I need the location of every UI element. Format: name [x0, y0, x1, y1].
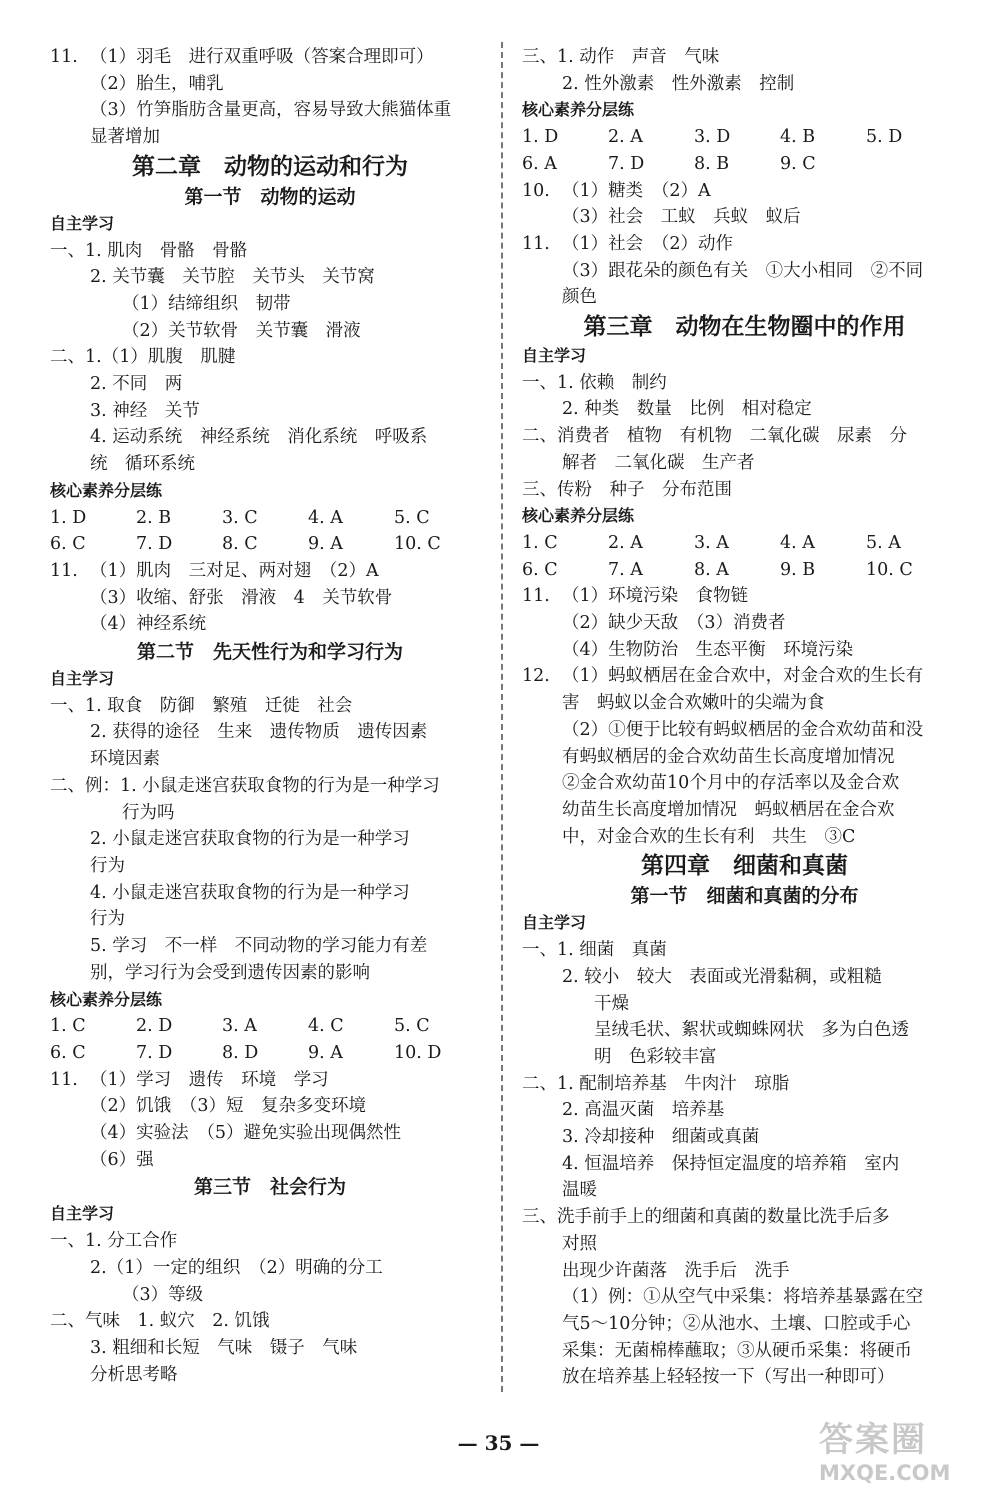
chapter-title: 第二章 动物的运动和行为 — [132, 152, 408, 180]
answer-row — [50, 531, 490, 558]
answer-choice: 3. C — [222, 507, 258, 528]
answer-choice: 9. C — [780, 153, 816, 174]
answer-choice: 9. A — [308, 534, 343, 555]
answer-line: 分析思考略 — [90, 1364, 178, 1385]
answer-line: 一、1. 依赖 制约 — [522, 372, 667, 393]
page-number: — 35 — — [457, 1431, 540, 1455]
watermark-logo — [819, 1412, 979, 1485]
subsection-heading: 自主学习 — [50, 669, 115, 689]
left-column — [50, 44, 490, 1388]
section-title: 第二节 先天性行为和学习行为 — [136, 641, 403, 664]
answer-line: 行为 — [90, 909, 125, 930]
answer-line: （2）关节软骨 关节囊 滑液 — [122, 320, 361, 341]
answer-choice: 6. C — [50, 534, 86, 555]
question-item — [522, 583, 967, 610]
answer-line: （6）强 — [90, 1149, 154, 1170]
answer-choice: 6. C — [50, 1042, 86, 1063]
answer-choice: 7. D — [136, 534, 173, 555]
answer-line: 4. 恒温培养 保持恒定温度的培养箱 室内 — [562, 1153, 900, 1174]
answer-line: （4）实验法 （5）避免实验出现偶然性 — [90, 1123, 402, 1144]
answer-row — [50, 1013, 490, 1040]
answer-choice: 9. A — [308, 1042, 343, 1063]
answer-line: 解者 二氧化碳 生产者 — [562, 452, 755, 473]
answer-line: 2. 关节囊 关节腔 关节头 关节窝 — [90, 267, 375, 288]
answer-line: 别，学习行为会受到遗传因素的影响 — [90, 962, 370, 983]
answer-choice: 5. C — [394, 507, 430, 528]
answer-line: 有蚂蚁栖居的金合欢幼苗生长高度增加情况 — [562, 746, 895, 767]
answer-line: （4）神经系统 — [90, 614, 207, 635]
answer-line: （2）饥饿 （3）短 复杂多变环境 — [90, 1096, 367, 1117]
answer-line: 2. 较小 较大 表面或光滑黏稠，或粗糙 — [562, 966, 882, 987]
answer-choice: 7. D — [136, 1042, 173, 1063]
answer-line: （3）收缩、舒张 滑液 4 关节软骨 — [90, 587, 393, 608]
answer-line: 三、洗手前手上的细菌和真菌的数量比洗手后多 — [522, 1207, 890, 1228]
answer-line: 2.（1）一定的组织 （2）明确的分工 — [90, 1257, 383, 1278]
answer-line: 2. 获得的途径 生来 遗传物质 遗传因素 — [90, 722, 428, 743]
answer-line: 行为吗 — [122, 802, 175, 823]
answer-line: 2. 高温灭菌 培养基 — [562, 1100, 725, 1121]
subsection-heading: 核心素养分层练 — [50, 480, 163, 500]
answer-choice: 9. B — [780, 559, 816, 580]
answer-line: （4）生物防治 生态平衡 环境污染 — [562, 639, 854, 660]
answer-line: 干燥 — [594, 993, 629, 1014]
section-title: 第三节 社会行为 — [193, 1176, 346, 1199]
column-divider — [501, 42, 503, 1392]
answer-choice: 2. A — [608, 127, 643, 148]
answer-choice: 8. A — [694, 559, 729, 580]
answer-choice: 1. D — [522, 127, 559, 148]
answer-row — [50, 505, 490, 532]
answer-row — [522, 124, 967, 151]
answer-line: （1）例：①从空气中采集：将培养基暴露在空 — [562, 1287, 924, 1308]
section-title: 第一节 动物的运动 — [184, 185, 356, 208]
answer-choice: 6. C — [522, 559, 558, 580]
answer-line: 2. 性外激素 性外激素 控制 — [562, 73, 795, 94]
answer-choice: 1. D — [50, 507, 87, 528]
answer-line: 中，对金合欢的生长有利 共生 ③C — [562, 826, 856, 847]
answer-line: 二、气味 1. 蚁穴 2. 饥饿 — [50, 1311, 270, 1332]
question-item — [50, 558, 490, 585]
answer-line: （1）结缔组织 韧带 — [122, 293, 291, 314]
question-number: 11. — [50, 1069, 78, 1090]
answer-line: 2. 种类 数量 比例 相对稳定 — [562, 399, 812, 420]
subsection-heading: 自主学习 — [522, 346, 587, 366]
subsection-heading: 核心素养分层练 — [522, 100, 635, 120]
answer-choice: 1. C — [50, 1016, 86, 1037]
answer-choice: 10. C — [866, 559, 913, 580]
subsection-heading: 核心素养分层练 — [50, 989, 163, 1009]
question-number: 12. — [522, 666, 550, 687]
answer-text: （1）糖类 （2）A — [562, 180, 711, 201]
answer-choice: 4. A — [780, 532, 815, 553]
answer-row — [522, 151, 967, 178]
answer-choice: 7. A — [608, 559, 643, 580]
answer-text: （1）蚂蚁栖居在金合欢中，对金合欢的生长有 — [562, 666, 924, 687]
answer-line: 统 循环系统 — [90, 454, 195, 475]
question-item — [522, 231, 967, 258]
answer-choice: 2. D — [136, 1016, 173, 1037]
answer-line: 温暖 — [562, 1180, 597, 1201]
answer-choice: 5. A — [866, 532, 901, 553]
answer-choice: 8. B — [694, 153, 730, 174]
answer-row — [50, 1040, 490, 1067]
answer-text: （1）社会 （2）动作 — [562, 233, 734, 254]
answer-choice: 8. D — [222, 1042, 259, 1063]
question-item — [50, 44, 490, 71]
answer-choice — [866, 151, 952, 178]
right-column — [522, 44, 967, 1391]
answer-text: （1）羽毛 进行双重呼吸（答案合理即可） — [90, 47, 434, 67]
answer-line: 采集：无菌棉棒蘸取；③从硬币采集：将硬币 — [562, 1340, 912, 1361]
subsection-heading: 自主学习 — [50, 1204, 115, 1224]
answer-line: 幼苗生长高度增加情况 蚂蚁栖居在金合欢 — [562, 799, 895, 820]
answer-line: 3. 神经 关节 — [90, 400, 200, 421]
answer-text: （1）环境污染 食物链 — [562, 586, 749, 607]
answer-line: （2）缺少天敌 （3）消费者 — [562, 613, 786, 634]
watermark-line2: MXQE.COM — [819, 1461, 951, 1485]
answer-line: ②金合欢幼苗10个月中的存活率以及金合欢 — [562, 773, 900, 794]
answer-line: （2）胎生，哺乳 — [90, 73, 224, 94]
subsection-heading: 自主学习 — [50, 213, 115, 233]
answer-text: （1）学习 遗传 环境 学习 — [90, 1069, 329, 1090]
answer-choice: 5. C — [394, 1016, 430, 1037]
answer-line: 2. 不同 两 — [90, 374, 183, 395]
answer-line: 行为 — [90, 855, 125, 876]
answer-line: 明 色彩较丰富 — [594, 1046, 717, 1067]
answer-line: 3. 粗细和长短 气味 镊子 气味 — [90, 1337, 358, 1358]
section-title: 第一节 细菌和真菌的分布 — [630, 885, 859, 908]
answer-line: 二、1.（1）肌腹 肌腱 — [50, 347, 236, 368]
question-number: 11. — [50, 560, 78, 581]
answer-choice: 3. D — [694, 127, 731, 148]
answer-line: 气5～10分钟；②从池水、土壤、口腔或手心 — [562, 1313, 911, 1334]
answer-row — [522, 530, 967, 557]
answer-line: 颜色 — [562, 287, 597, 308]
question-item — [522, 178, 967, 205]
answer-line: 三、传粉 种子 分布范围 — [522, 479, 732, 500]
answer-line: 呈绒毛状、絮状或蜘蛛网状 多为白色透 — [594, 1020, 909, 1041]
chapter-title: 第四章 细菌和真菌 — [641, 852, 848, 880]
answer-line: 4. 运动系统 神经系统 消化系统 呼吸系 — [90, 427, 428, 448]
answer-line: （3）跟花朵的颜色有关 ①大小相同 ②不同 — [562, 260, 924, 281]
watermark-line1: 答案圈 — [819, 1420, 927, 1460]
answer-line: （2）①便于比较有蚂蚁栖居的金合欢幼苗和没 — [562, 719, 924, 740]
chapter-title: 第三章 动物在生物圈中的作用 — [583, 313, 906, 341]
answer-line: 二、例：1. 小鼠走迷宫获取食物的行为是一种学习 — [50, 775, 440, 796]
answer-line: 5. 学习 不一样 不同动物的学习能力有差 — [90, 936, 428, 957]
answer-choice: 10. C — [394, 534, 441, 555]
answer-line: 害 蚂蚁以金合欢嫩叶的尖端为食 — [562, 693, 825, 714]
answer-line: 一、1. 肌肉 骨骼 骨骼 — [50, 240, 248, 261]
answer-line: 一、1. 取食 防御 繁殖 迁徙 社会 — [50, 695, 353, 716]
subsection-heading: 核心素养分层练 — [522, 506, 635, 526]
answer-choice: 3. A — [222, 1016, 257, 1037]
answer-choice: 2. A — [608, 532, 643, 553]
answer-line: 二、消费者 植物 有机物 二氧化碳 尿素 分 — [522, 426, 907, 447]
answer-line: 一、1. 分工合作 — [50, 1231, 178, 1252]
answer-choice: 5. D — [866, 127, 903, 148]
question-number: 11. — [522, 586, 550, 607]
answer-line: 4. 小鼠走迷宫获取食物的行为是一种学习 — [90, 882, 410, 903]
answer-choice: 8. C — [222, 534, 258, 555]
answer-line: 放在培养基上轻轻按一下（写出一种即可） — [562, 1367, 895, 1388]
question-number: 11. — [522, 233, 550, 254]
question-item — [50, 1067, 490, 1094]
answer-line: 二、1. 配制培养基 牛肉汁 琼脂 — [522, 1073, 790, 1094]
answer-choice: 7. D — [608, 153, 645, 174]
answer-choice: 6. A — [522, 153, 557, 174]
answer-line: 出现少许菌落 洗手后 洗手 — [562, 1260, 790, 1281]
answer-choice: 10. D — [394, 1042, 442, 1063]
question-item — [522, 663, 967, 690]
answer-line: 显著增加 — [90, 127, 160, 148]
answer-line: （3）竹笋脂肪含量更高，容易导致大熊猫体重 — [90, 100, 452, 121]
answer-choice: 4. A — [308, 507, 343, 528]
answer-line: （3）等级 — [122, 1284, 204, 1305]
answer-choice: 1. C — [522, 532, 558, 553]
answer-text: （1）肌肉 三对足、两对翅 （2）A — [90, 560, 379, 581]
answer-line: （3）社会 工蚁 兵蚁 蚁后 — [562, 207, 801, 228]
answer-choice: 4. B — [780, 127, 816, 148]
question-number: 10. — [522, 180, 550, 201]
answer-choice: 2. B — [136, 507, 172, 528]
answer-line: 3. 冷却接种 细菌或真菌 — [562, 1127, 760, 1148]
answer-choice: 3. A — [694, 532, 729, 553]
answer-line: 环境因素 — [90, 749, 160, 770]
question-number: 11. — [50, 47, 78, 67]
subsection-heading: 自主学习 — [522, 913, 587, 933]
answer-line: 一、1. 细菌 真菌 — [522, 940, 667, 961]
answer-line: 三、1. 动作 声音 气味 — [522, 47, 720, 67]
answer-line: 对照 — [562, 1233, 597, 1254]
answer-row — [522, 557, 967, 584]
answer-choice: 4. C — [308, 1016, 344, 1037]
answer-line: 2. 小鼠走迷宫获取食物的行为是一种学习 — [90, 829, 410, 850]
